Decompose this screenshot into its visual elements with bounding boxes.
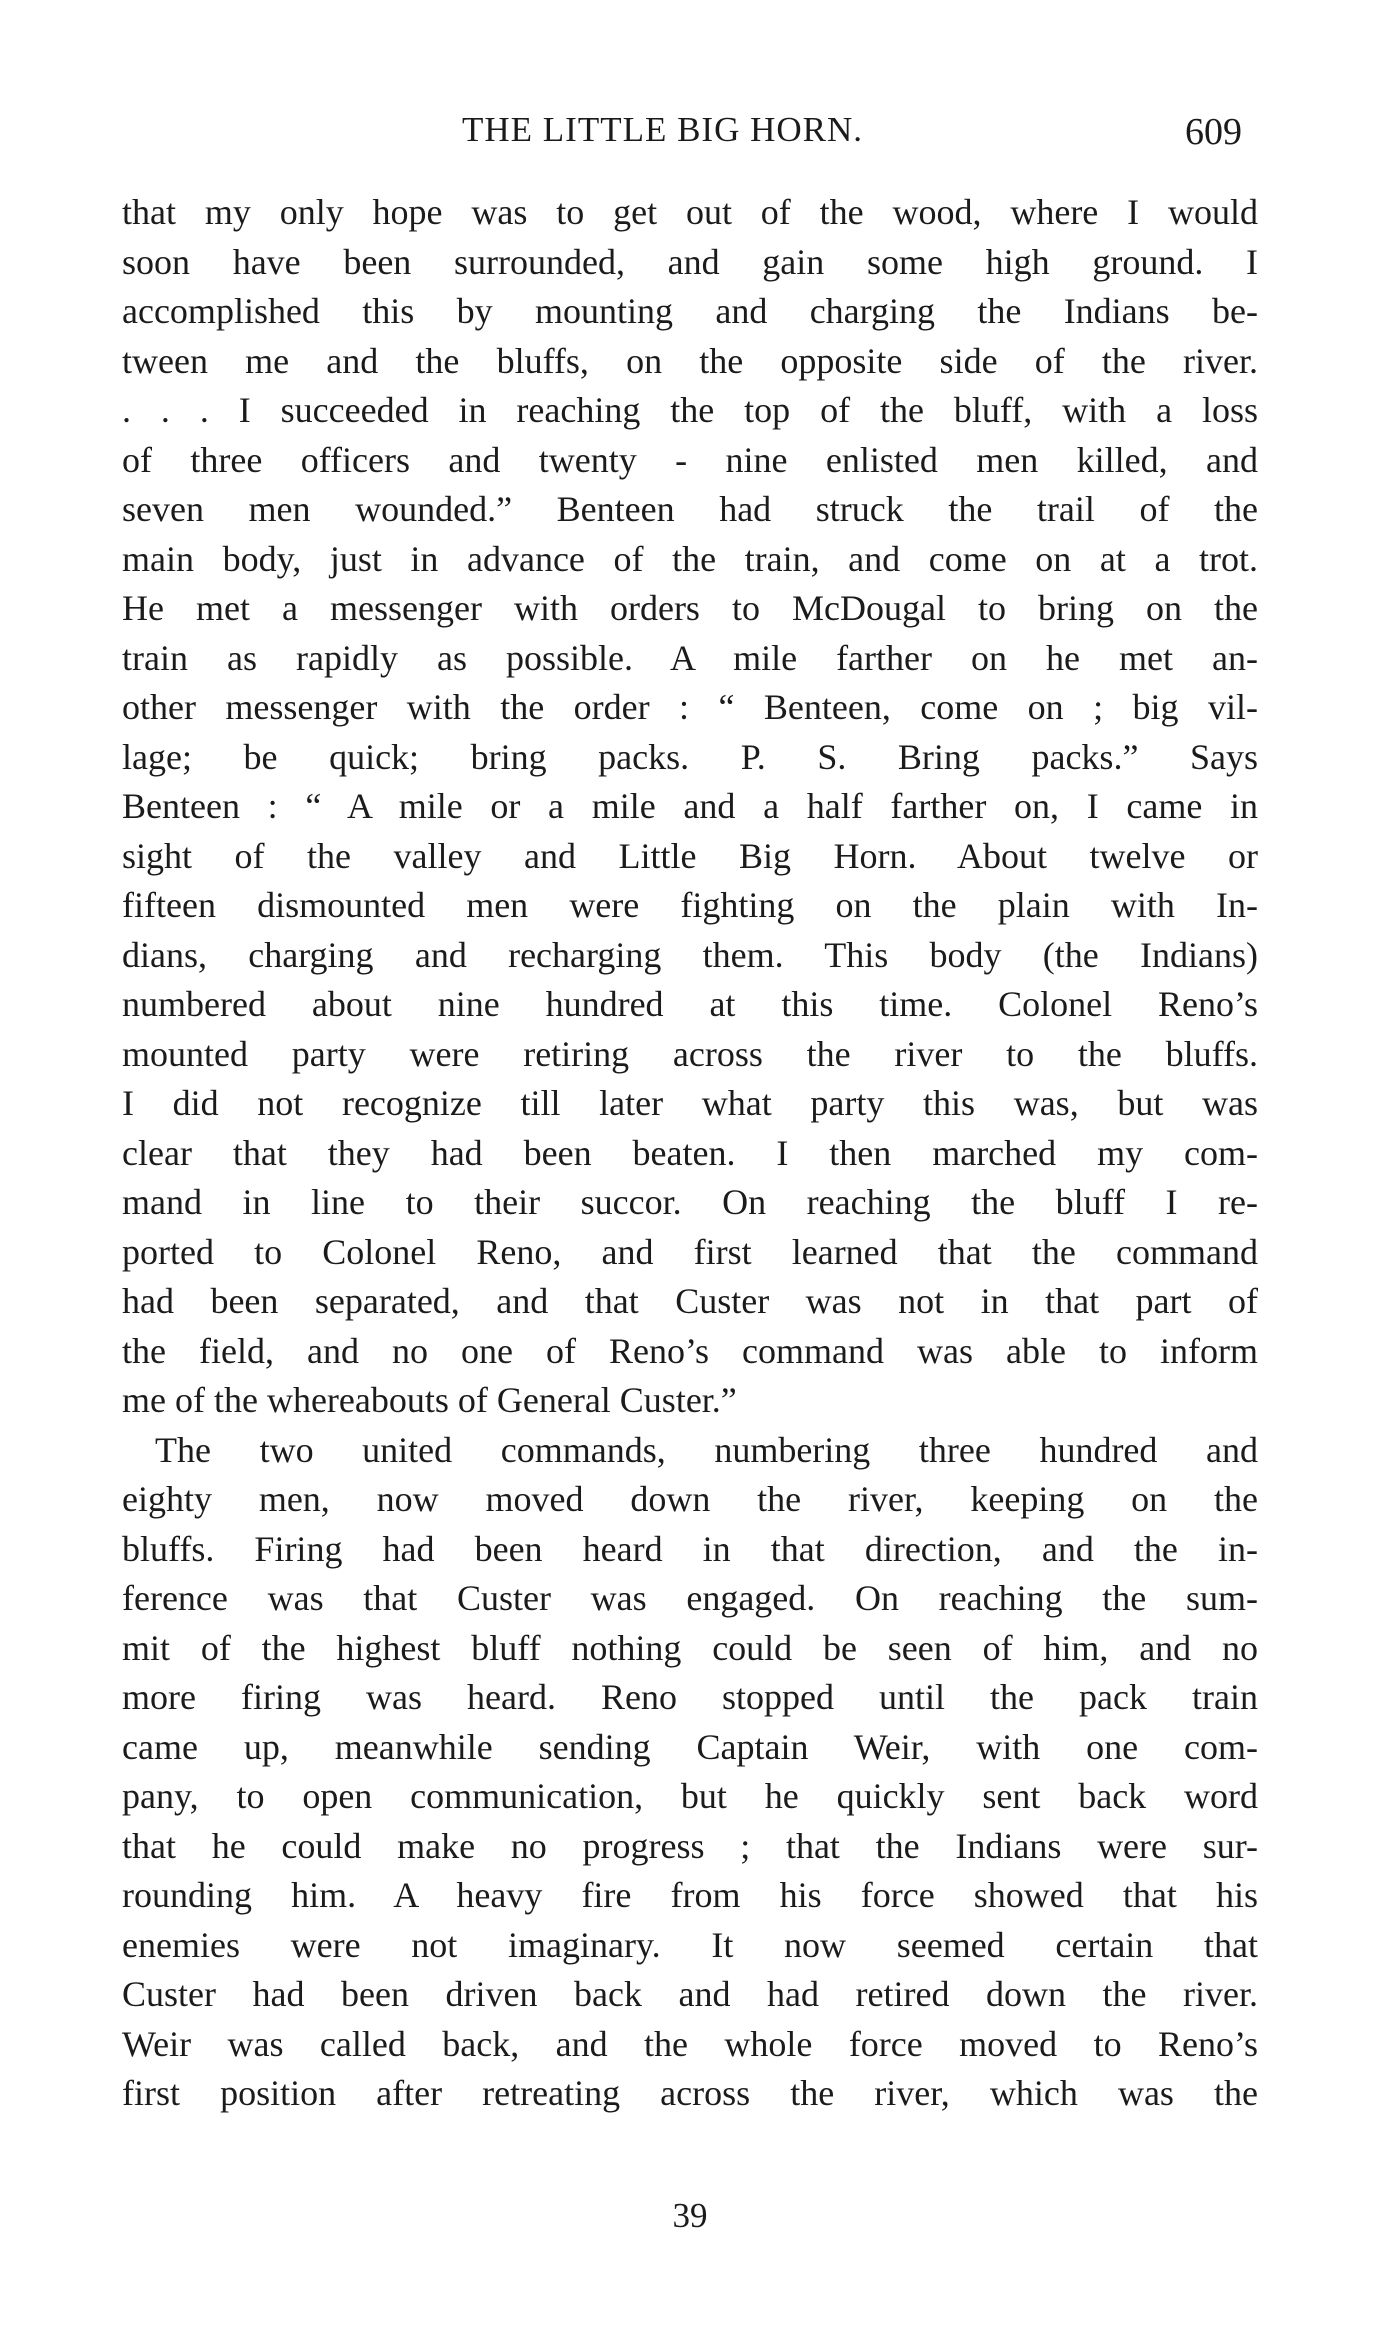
text-line: tween me and the bluffs, on the opposite side of the river. [122,340,1258,381]
text-line: main body, just in advance of the train, and come on at a trot. [122,538,1258,579]
page-number: 609 [1185,111,1242,153]
body-text [122,188,1258,2119]
text-line: the field, and no one of Reno’s command was able to inform [122,1330,1258,1371]
running-head [0,110,1380,170]
text-line: pany, to open communication, but he quickly sent back word [122,1776,1258,1816]
text-line: lage; be quick; bring packs. P. S. Bring packs.” Says [122,736,1258,777]
text-line: first position after retreating across the river, which was the [122,2073,1258,2113]
text-line: mand in line to their succor. On reaching the bluff I re- [122,1182,1258,1222]
signature-mark: 39 [672,2196,708,2235]
text-line: ference was that Custer was engaged. On reaching the sum- [122,1578,1258,1618]
paragraph-start-line: The two united commands, numbering three hundred and [155,1429,1258,1470]
text-line: came up, meanwhile sending Captain Weir, with one com- [122,1726,1258,1767]
text-line: clear that they had been beaten. I then marched my com- [122,1132,1258,1173]
text-line: other messenger with the order : “ Benteen, come on ; big vil- [122,687,1258,727]
text-line: sight of the valley and Little Big Horn. About twelve or [122,835,1258,876]
text-line: mounted party were retiring across the river to the bluffs. [122,1033,1258,1074]
text-line: rounding him. A heavy fire from his force showed that his [122,1875,1258,1915]
text-line: dians, charging and recharging them. This body (the Indians) [122,934,1258,975]
text-line: that he could make no progress ; that the Indians were sur- [122,1825,1258,1866]
text-line: Benteen : “ A mile or a mile and a half farther on, I came in [122,786,1258,826]
running-head-title: THE LITTLE BIG HORN. [462,110,864,149]
text-line: bluffs. Firing had been heard in that direction, and the in- [122,1528,1258,1569]
paragraph-end-line: me of the whereabouts of General Custer.” [122,1380,737,1420]
text-line: soon have been surrounded, and gain some high ground. I [122,241,1258,282]
text-line: more firing was heard. Reno stopped until the pack train [122,1677,1258,1717]
text-line: that my only hope was to get out of the wood, where I would [122,192,1258,232]
text-line: mit of the highest bluff nothing could be seen of him, and no [122,1627,1258,1668]
text-line: numbered about nine hundred at this time. Colonel Reno’s [122,984,1258,1024]
text-line: . . . I succeeded in reaching the top of the bluff, with a loss [122,390,1258,430]
text-line: enemies were not imaginary. It now seemed certain that [122,1924,1258,1965]
text-line: had been separated, and that Custer was not in that part of [122,1281,1258,1321]
text-line: accomplished this by mounting and charging the Indians be- [122,291,1258,331]
text-line: seven men wounded.” Benteen had struck the trail of the [122,489,1258,529]
text-line: train as rapidly as possible. A mile farther on he met an- [122,637,1258,678]
text-line: ported to Colonel Reno, and first learned that the command [122,1231,1258,1272]
text-line: I did not recognize till later what party this was, but was [122,1083,1258,1123]
text-line: eighty men, now moved down the river, keeping on the [122,1479,1258,1519]
text-line: fifteen dismounted men were fighting on the plain with In- [122,885,1258,925]
text-line: of three officers and twenty - nine enlisted men killed, and [122,439,1258,480]
text-line: He met a messenger with orders to McDougal to bring on the [122,588,1258,628]
text-line: Weir was called back, and the whole force moved to Reno’s [122,2023,1258,2064]
text-line: Custer had been driven back and had retired down the river. [122,1974,1258,2014]
